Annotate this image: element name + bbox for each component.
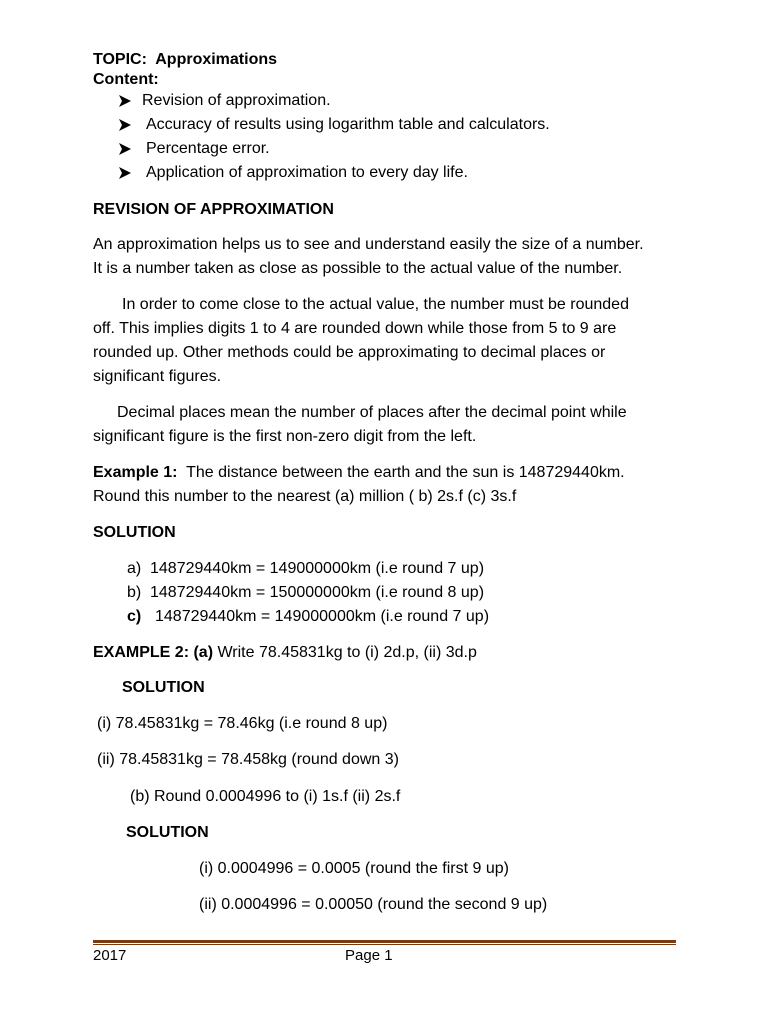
content-label: Content:: [93, 71, 159, 88]
paragraph-line: In order to come close to the actual value, the number must be rounded: [122, 296, 629, 313]
answer-text: (i) 0.0004996 = 0.0005 (round the first 9 up): [199, 860, 509, 877]
footer-year: 2017: [93, 947, 127, 964]
footer-rule: [93, 940, 676, 943]
paragraph-line: An approximation helps us to see and understand easily the size of a number.: [93, 236, 644, 253]
example1-line2: Round this number to the nearest (a) million ( b) 2s.f (c) 3s.f: [93, 488, 517, 505]
example1-label: Example 1:: [93, 464, 178, 481]
section-heading: REVISION OF APPROXIMATION: [93, 201, 334, 218]
example1-line1: [93, 463, 625, 483]
paragraph-line: significant figures.: [93, 368, 222, 385]
answer-text: (i) 78.45831kg = 78.46kg (i.e round 8 up): [97, 715, 388, 732]
paragraph-line: significant figure is the first non-zero digit from the left.: [93, 428, 477, 445]
solution-label: SOLUTION: [126, 824, 209, 841]
example1-text: The distance between the earth and the sun is 148729440km.: [186, 464, 625, 481]
answer-marker: b): [127, 584, 142, 601]
answer-text: 148729440km = 150000000km (i.e round 8 up): [150, 584, 485, 601]
paragraph-line: rounded up. Other methods could be approximating to decimal places or: [93, 344, 606, 361]
example2-label: EXAMPLE 2: (a): [93, 644, 214, 661]
answer-marker: a): [127, 560, 142, 577]
footer-rule-thin: [93, 944, 676, 945]
paragraph-line: off. This implies digits 1 to 4 are rounded down while those from 5 to 9 are: [93, 320, 617, 337]
content-item: Percentage error.: [146, 140, 270, 157]
content-item: Accuracy of results using logarithm table and calculators.: [146, 116, 550, 133]
answer-text: 148729440km = 149000000km (i.e round 7 up): [155, 608, 490, 625]
footer-page-number: Page 1: [345, 947, 393, 964]
arrow-bullet-icon: [118, 94, 132, 108]
solution-label: SOLUTION: [122, 679, 205, 696]
example2-part-b: (b) Round 0.0004996 to (i) 1s.f (ii) 2s.f: [130, 788, 401, 805]
paragraph-line: Decimal places mean the number of places after the decimal point while: [117, 404, 627, 421]
topic-value: Approximations: [155, 51, 278, 68]
answer-text: 148729440km = 149000000km (i.e round 7 up): [150, 560, 485, 577]
arrow-bullet-icon: [118, 118, 132, 132]
answer-text: (ii) 0.0004996 = 0.00050 (round the second 9 up): [199, 896, 548, 913]
example2-line1: [93, 643, 477, 663]
answer-text: (ii) 78.45831kg = 78.458kg (round down 3): [97, 751, 399, 768]
content-item: Application of approximation to every day life.: [146, 164, 468, 181]
answer-marker: c): [127, 608, 142, 625]
example2-text: Write 78.45831kg to (i) 2d.p, (ii) 3d.p: [217, 644, 477, 661]
topic-label: TOPIC:: [93, 51, 147, 68]
content-item: Revision of approximation.: [142, 92, 331, 109]
arrow-bullet-icon: [118, 166, 132, 180]
paragraph-line: It is a number taken as close as possible to the actual value of the number.: [93, 260, 623, 277]
arrow-bullet-icon: [118, 142, 132, 156]
solution-label: SOLUTION: [93, 524, 176, 541]
topic-line: [93, 50, 277, 70]
